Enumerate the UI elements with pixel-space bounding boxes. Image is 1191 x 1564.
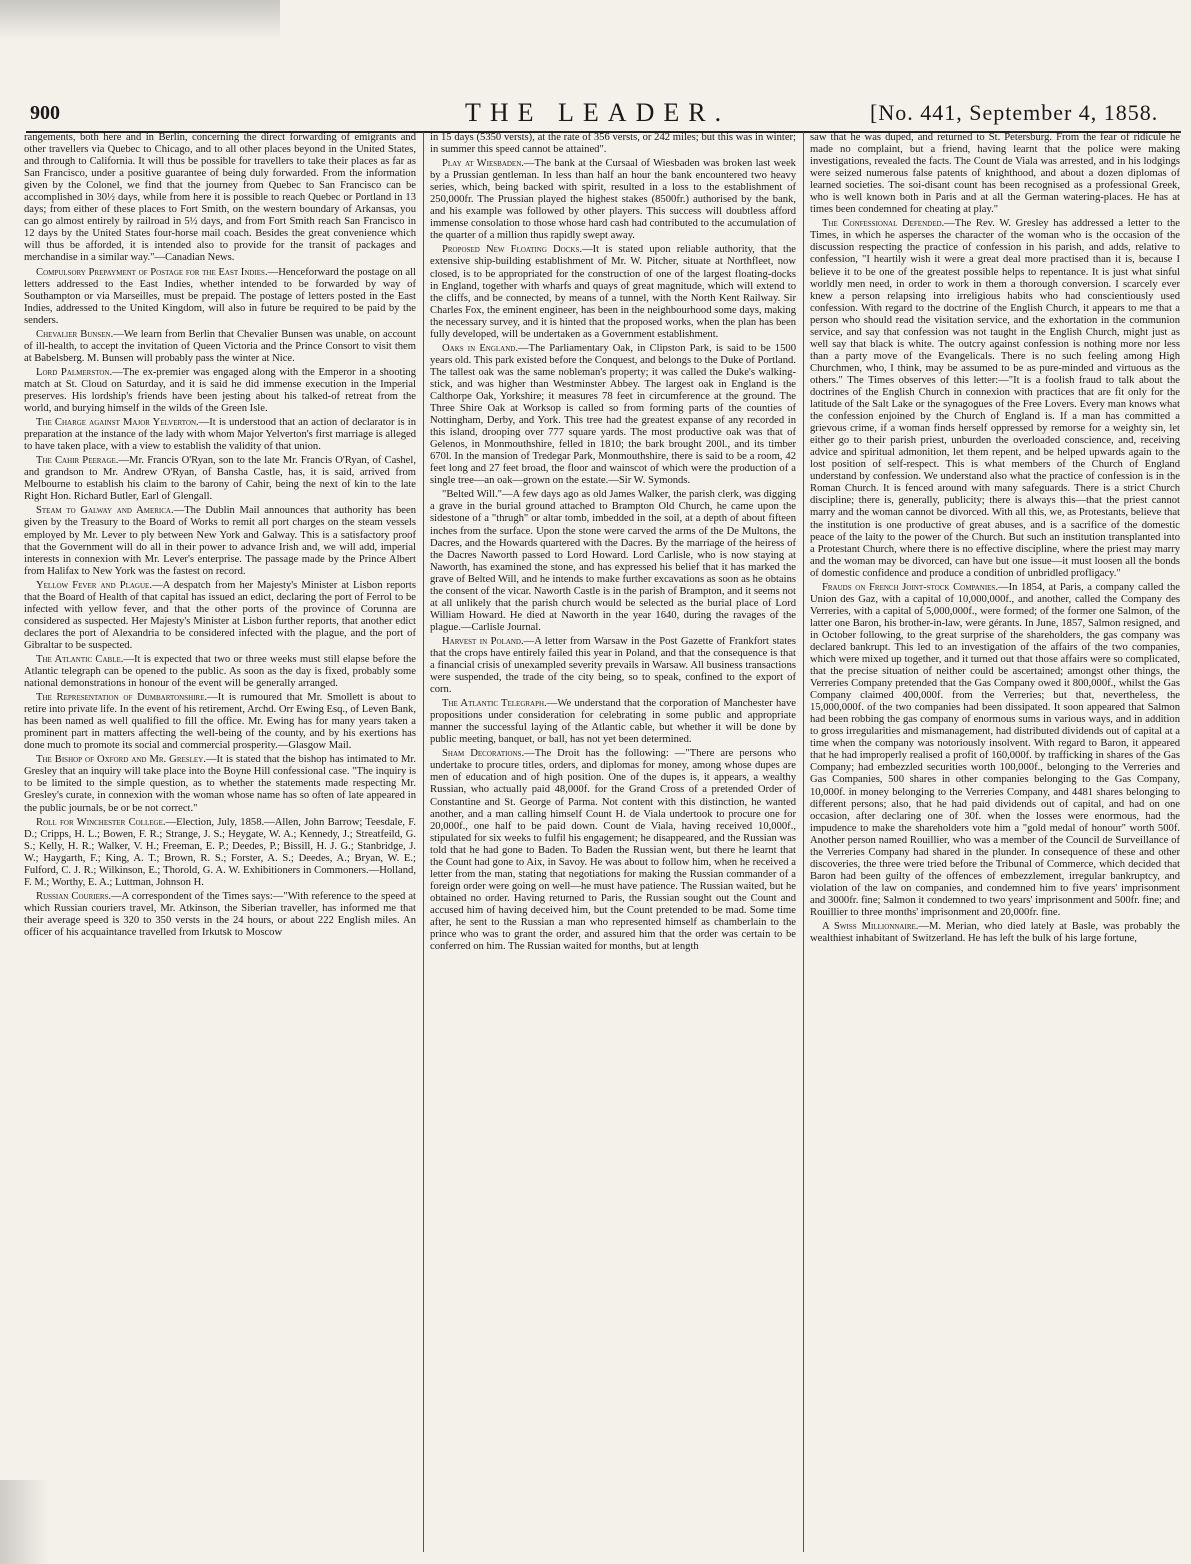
article-text: —Henceforward the postage on all letters addressed to the East Indies, whether intended to be forwarded by way of Southampton or via Marseilles, must be prepaid. The postage of letters posted in the East Indies, addressed to the United Kingdom, will also in future be required to be paid by the senders. [24,266,416,326]
article-heading: Steam to Galway and America. [36,505,174,517]
article-heading: The Representation of Dumbartonshire. [36,692,208,704]
article-heading: The Bishop of Oxford and Mr. Gresley. [36,754,206,766]
article-text: —A correspondent of the Times says:—"With reference to the speed at which Russian couriers travel, Mr. Atkinson, the Siberian traveller, has informed me that their average speed is 320 to 350 versts in the 24 hours, or about 222 English miles. An officer of his acquaintance travelled from Irkutsk to Moscow [24,890,416,938]
article-heading: Russian Couriers. [36,890,112,902]
article-paragraph [24,417,416,453]
article-heading: A Swiss Millionnaire. [822,921,919,933]
article-heading: The Atlantic Cable. [36,653,124,665]
article-heading: The Cahir Peerage. [36,455,119,467]
article-text: —Mr. Francis O'Ryan, son to the late Mr. Francis O'Ryan, of Cashel, and grandson to Mr. Andrew O'Ryan, of Bansha Castle, has, it is said, arrived from Melbourne to establish his claim to the barony of Cahir, being the next of kin to the late Right Hon. Richard Butler, Earl of Glengall. [24,455,416,503]
article-heading: Oaks in England. [442,342,518,354]
article-text: in 15 days (5350 versts), at the rate of 356 versts, or 242 miles; but this was in winter; in summer this speed cannot be attained". [430,132,796,156]
article-text: —The bank at the Cursaal of Wiesbaden was broken last week by a Prussian gentleman. In less than half an hour the bank encountered two heavy series, which, being backed with spirit, resulted in a loss to the establishment of 250,000fr. The Prussian played the highest stakes (8500fr.) authorised by the bank, and his example was followed by other players. This success will doubtless afford immense consolation to those whose hard cash had contributed to the accumulation of the quarter of a million thus rapidly swept away. [430,158,796,242]
article-text: saw that he was duped, and returned to St. Petersburg. From the fear of ridicule he made no complaint, but a friend, having learnt that the police were making investigations, revealed the facts. The Count de Viala was arrested, and in his lodgings were seized numerous false patents of knighthood, and about a dozen diplomas of learned societies. The soi-disant count has been recognised as a professional Greek, who is well known both in Paris and at all the German watering-places. He has at times been condemned for cheating at play." [810,132,1180,216]
article-text: —The Dublin Mail announces that authority has been given by the Treasury to the Board of Works to remit all port charges on the steam vessels employed by Mr. Lever to ply between New York and Galway. This is a satisfactory proof that the Government will do all in their power to advance Irish and, we will add, imperial interests in connexion with Mr. Lever's enterprise. The passage made by the Prince Albert from Halifax to New York was the fastest on record. [24,505,416,577]
article-paragraph [24,692,416,752]
article-text: —The ex-premier was engaged along with the Emperor in a shooting match at St. Cloud on Saturday, and it is said he did immense execution in the Imperial preserves. His lordship's friends have been jesting about his talked-of retreat from the world, and burying himself in the wilds of the Green Isle. [24,366,416,415]
article-text: —It is stated upon reliable authority, that the extensive ship-building establishment of Mr. W. Pitcher, situate at Northfleet, now closed, is to be appropriated for the construction of one of the largest floating-docks in England, together with wharfs and quays of great magnitude, which will extend to the cliffs, and be connected, by means of a tunnel, with the North Kent Railway. Sir Charles Fox, the eminent engineer, has been in the neighbourhood some days, making the necessary survey, and it is hinted that the proposed works, when the plan has been fully developed, will be undertaken as a Government establishment. [430,244,796,340]
article-paragraph [24,654,416,690]
article-paragraph [24,754,416,814]
article-heading: The Atlantic Telegraph. [442,698,547,710]
article-heading: Compulsory Prepayment of Postage for the East Indies. [36,266,268,278]
article-text: —We understand that the corporation of Manchester have propositions under consideration for celebrating in some public and appropriate manner the successful laying of the Atlantic cable, but whether it will be done by public meeting, banquet, or ball, has not yet been determined. [430,698,796,746]
article-columns [24,132,1184,1552]
masthead [0,58,1191,127]
article-paragraph [24,891,416,939]
article-text: —The Parliamentary Oak, in Clipston Park, is said to be 1500 years old. This park existed before the Conquest, and belongs to the Duke of Portland. The tallest oak was the same nobleman's property; it was called the Duke's walking-stick, and was higher than Westminster Abbey. The largest oak in England is the Calthorpe Oak, Yorkshire; it measures 78 feet in circumference at the ground. The Three Shire Oak at Worksop is called so from forming parts of the counties of Nottingham, Derby, and York. This tree had the greatest expanse of any recorded in this island, drooping over 777 square yards. The most productive oak was that of Gelenos, in Monmouthshire, felled in 1810; the bark brought 200l., and its timber 670l. In the mansion of Tredegar Park, Monmouthshire, there is said to be a room, 42 feet long and 27 feet broad, the floor and wainscot of which were the production of a single tree—an oak—grown on the estate.—Sir W. Symonds. [430,342,796,487]
article-paragraph [24,455,416,503]
article-paragraph [24,580,416,652]
article-paragraph [430,489,796,634]
article-paragraph [430,636,796,696]
column-1 [24,132,416,1552]
article-heading: Yellow Fever and Plague. [36,579,152,591]
article-text: —We learn from Berlin that Chevalier Bunsen was unable, on account of ill-health, to accept the invitation of Queen Victoria and the Prince Consort to visit them at Babelsberg. M. Bunsen will probably pass the winter at Nice. [24,328,416,364]
article-text: —In 1854, at Paris, a company called the Union des Gaz, with a capital of 10,000,000f., and another, called the Company des Verreries, with a capital of 5,000,000f., were formed; of the former one Salmon, of the latter one Baron, his brother-in-law, were gérants. In June, 1857, Salmon resigned, and in October following, to the great surprise of the shareholders, the gas company was declared bankrupt. This led to an investigation of the affairs of the two companies, which were mixed up together, and it turned out that those affairs were so complicated, that the precise situation of neither could be ascertained; amongst other things, the Verreries Company pretended that the Gas Company owed it 800,000f., whilst the Gas Company claimed 400,000f. from the Verreries; but that, nevertheless, the 15,000,000f. of the two companies had been dissipated. It soon appeared that Salmon had been robbing the gas company of enormous sums in various ways, and in addition to gross irregularities and mismanagement, had distributed dividends out of capital at a time when the company was notoriously insolvent. With regard to Baron, it appeared that he had improperly realised a profit of 160,000f. by trafficking in shares of the Gas Company; had embezzled securities worth 100,000f., belonging to the Verreries and Gas Companies, 500 shares in other companies belonging to the Gas Company, 10,000f. in money belonging to the Verreries Company, and 4481 shares belonging to different persons; also, that he had paid dividends out of capital, and had on one occasion, after declaring one of 30f. when the losses were enormous, had the impudence to make the shareholders vote him a "gold medal of honour" worth 500f. Another person named Rouillier, who was a member of the Council de Surveillance of the Verreries Company had shared in the plunder. In consequence of these and other discoveries, the three were tried before the Tribunal of Commerce, which decided that Baron had been guilty of the offences of embezzlement, irregular bankruptcy, and violation of the law on companies, and condemned him to five years' imprisonment and 3000fr. fine; Salmon it condemned to two years' imprisonment and 500fr. fine; and Rouillier to three months' imprisonment and 20,000fr. fine. [810,581,1180,918]
article-heading: Lord Palmerston. [36,366,113,378]
article-paragraph [810,218,1180,579]
article-paragraph [24,132,416,265]
scan-shadow-top [0,0,280,40]
article-paragraph [430,748,796,953]
article-text: —The Rev. W. Gresley has addressed a letter to the Times, in which he asperses the character of the woman who is the occasion of the discussion respecting the practice of confession in his parish, and adds, relative to confession, "I heartily wish it were a great deal more practised than it is, because I believe it to be one of the greatest possible helps to repentance. It is just what sinful worldly men need, in order to work in them a thorough conversion. I scarcely ever knew a person relapsing into irreligious habits who had conscientiously used confession. With regard to the doctrine of the English Church, it appears to me that a person who should read the visitation service, and the exhortation in the communion service, and say that confession was not taught in the English Church, might just as well say that black is white. The outcry against confession is nothing more nor less than a party move of the Evangelicals. There is no such feeling among High Churchmen, who, I think, may be assumed to be as pure-minded and virtuous as the others." The Times observes of this letter:—"It is a foolish fraud to talk about the doctrines of the English Church in connexion with practices that are fit only for the latitude of the Salt Lake or the synagogues of the Free Lovers. Every man knows what the confession enjoined by the Church of England is. If a man has committed a grievous crime, if a woman finds herself oppressed by remorse for a weighty sin, let either go to their parish priest, unburden the overloaded conscience, and, receiving advice and spiritual admonition, let them repent, and be helped upwards again to the lost position of self-respect. This is what members of the Church of England understand by confession. We understand also what the practice of confession is in the Roman Church. It is fenced around with many safeguards. There is a strict Church discipline; there is, generally, publicity; there is always this—that the priest cannot marry and the woman cannot be divorced. With all this, we, as Protestants, believe that the institution is one productive of great abuses, and is a sacrifice of the domestic peace of the laity to the power of the Church. But such an institution transplanted into a Protestant Church, where there is no effective discipline, where the priest may marry and the woman may be divorced, can have but one issue—it must loosen all the bonds of domestic confidence and produce a condition of unbridled profligacy." [810,218,1180,579]
article-heading: Proposed New Floating Docks. [442,244,583,256]
article-text: rangements, both here and in Berlin, concerning the direct forwarding of emigrants and other travellers via Quebec to Chicago, and to all other places beyond in the United States, and through to California. It will thus be possible for travellers to take their places as far as San Francisco, under a positive guarantee of being duly forwarded. From the information given by the Colonel, we find that the journey from Quebec to San Francisco can be accomplished in 30½ days, while from here it is possible to reach Quebec or Portland in 13 days; from either of these places to Fort Smith, on the western boundary of Arkansas, you can go almost entirely by railroad in 5½ days, and from Fort Smith reach San Francisco in 12 days by the United States four-horse mail coach. Besides the great convenience which will thus be afforded, it is intended also to provide for the transit of packages and merchandise in a similar way."—Canadian News. [24,132,416,264]
article-paragraph [810,582,1180,919]
issue-info: [No. 441, September 4, 1858. [870,100,1159,125]
article-text: —It is rumoured that Mr. Smollett is about to retire into private life. In the event of his retirement, Archd. Orr Ewing Esq., of Leven Bank, has been named as well qualified to fill the office. Mr. Ewing has for many years taken a prominent part in matters affecting the well-being of the county, and by his exertions has done much to promote its social and commercial prosperity.—Glasgow Mail. [24,692,416,752]
article-heading: Chevalier Bunsen. [36,328,114,340]
article-text: —A despatch from her Majesty's Minister at Lisbon reports that the Board of Health of that capital has issued an edict, declaring the port of Ferrol to be infected with yellow fever, and that the other ports of the province of Corunna are considered as suspected. Her Majesty's Minister at Lisbon further reports, that another edict declares the port of Alexandria to be considered infected with the plague, and the port of Gibraltar to be suspected. [24,579,416,651]
article-text: —Election, July, 1858.—Allen, John Barrow; Teesdale, F. D.; Cripps, H. L.; Bowen, F. R.; Strange, J. S.; Heygate, W. A.; Kennedy, J.; Streatfeild, G. S.; Kelly, H. R.; Walker, V. H.; Freeman, E. P.; Deedes, P.; Bissill, H. J. G.; Stanbridge, J. W.; Haygarth, F.; King, A. T.; Brown, R. S.; Forster, A. S.; Deedes, A.; Bryan, W. E.; Fulford, C. J. R.; Wilkinson, E.; Thorold, G. A. W. Exhibitioners in Commoners.—Holland, F. M.; Worthy, E. A.; Luttman, Johnson H. [24,816,416,888]
article-text: —It is stated that the bishop has intimated to Mr. Gresley that an inquiry will take place into the Boyne Hill confessional case. "The inquiry is to be limited to the simple question, as to whether the statements made respecting Mr. Gresley's curate, in connexion with the woman whose name has so often of late appeared in the public journals, be or be not correct." [24,754,416,814]
article-paragraph [430,158,796,242]
article-paragraph [24,329,416,365]
article-text: —It is expected that two or three weeks must still elapse before the Atlantic telegraph can be opened to the public. As soon as the day is fixed, probably some national demonstrations in honour of the event will be generally arranged. [24,653,416,690]
article-heading: The Confessional Defended. [822,218,945,230]
article-paragraph [430,244,796,340]
article-paragraph [430,132,796,156]
article-text: —A letter from Warsaw in the Post Gazette of Frankfort states that the crops have entirely failed this year in Poland, and that the consequence is that a financial crisis of unexampled severity prevails in Warsaw. All business transactions were suspended, the trade of the city being, so to speak, confined to the export of corn. [430,635,796,696]
newspaper-title: THE LEADER. [465,98,731,127]
article-paragraph [430,698,796,746]
article-paragraph [24,817,416,889]
article-heading: The Charge against Major Yelverton. [36,417,199,429]
article-heading: Roll for Winchester College. [36,816,166,828]
article-paragraph [810,132,1180,216]
article-heading: Frauds on French Joint-stock Companies. [822,581,998,593]
article-text: "Belted Will."—A few days ago as old James Walker, the parish clerk, was digging a grave in the burial ground attached to Brampton Old Church, he came upon the sidestone of a "thrugh" or altar tomb, imbedded in the soil, at a depth of about fifteen inches from the surface. Upon the stone were carved the arms of the De Multons, the Dacres, and the Howards quartered with the Dacres. By the marriage of the heiress of the Dacres Naworth passed to Lord Howard. Lord Carlisle, who is now staying at Naworth, has examined the stone, and has expressed his belief that it has marked the grave of Belted Will, and he intends to make further excavations as soon as he obtains the consent of the vicar. Naworth Castle is in the parish of Brampton, and it seems not at all unlikely that the parish church would be selected as the burial place of Lord William Howard. He died at Naworth in the year 1640, during the ravages of the plague.—Carlisle Journal. [430,489,796,633]
article-text: —The Droit has the following: —"There are persons who undertake to procure titles, orders, and diplomas for money, among whose dupes are men of education and of high position. One of the dupes is, it appears, a wealthy Russian, who actually paid 48,000f. for the Grand Cross of a pretended Order of Constantine and St. George of Parma. Not content with this distinction, he wanted another, and a man calling himself Count H. de Viala undertook to procure one for 20,000f., one half to be paid down. Count de Viala, having received 10,000f., stipulated for six weeks to fulfil his engagement; he disappeared, and the Russian was told that he had gone to Baden. To Baden the Russian went, but there he learnt that the Count had gone to Aix, in Savoy. He was about to follow him, when he received a letter from the man, stating that negotiations for making the Russian commander of a foreign order were going on well—he must have patience. The Russian waited, but he obtained no order. Having returned to Paris, the Russian sought out the Count and accused him of having deceived him, but the Count pretended to be mad. Some time after, he sent to the Russian a man who represented himself as chamberlain to the prince who was to grant the order, and assured him that the order was certain to be conferred on him. The Russian waited for months, but at length [430,748,796,953]
column-2 [430,132,796,1552]
article-paragraph [24,505,416,577]
article-paragraph [430,343,796,488]
article-paragraph [24,367,416,415]
article-heading: Sham Decorations. [442,748,525,760]
column-3 [810,132,1180,1552]
page-number: 900 [30,102,60,124]
article-heading: Play at Wiesbaden. [442,158,524,170]
article-text: —M. Merian, who died lately at Basle, was probably the wealthiest inhabitant of Switzerland. He has left the bulk of his large fortune, [810,921,1180,945]
article-heading: Harvest in Poland. [442,635,524,647]
article-paragraph [24,267,416,327]
article-paragraph [810,921,1180,945]
article-text: —It is understood that an action of declarator is in preparation at the instance of the lady with whom Major Yelverton's first marriage is alleged to have taken place, with a view to establish the validity of that union. [24,417,416,453]
